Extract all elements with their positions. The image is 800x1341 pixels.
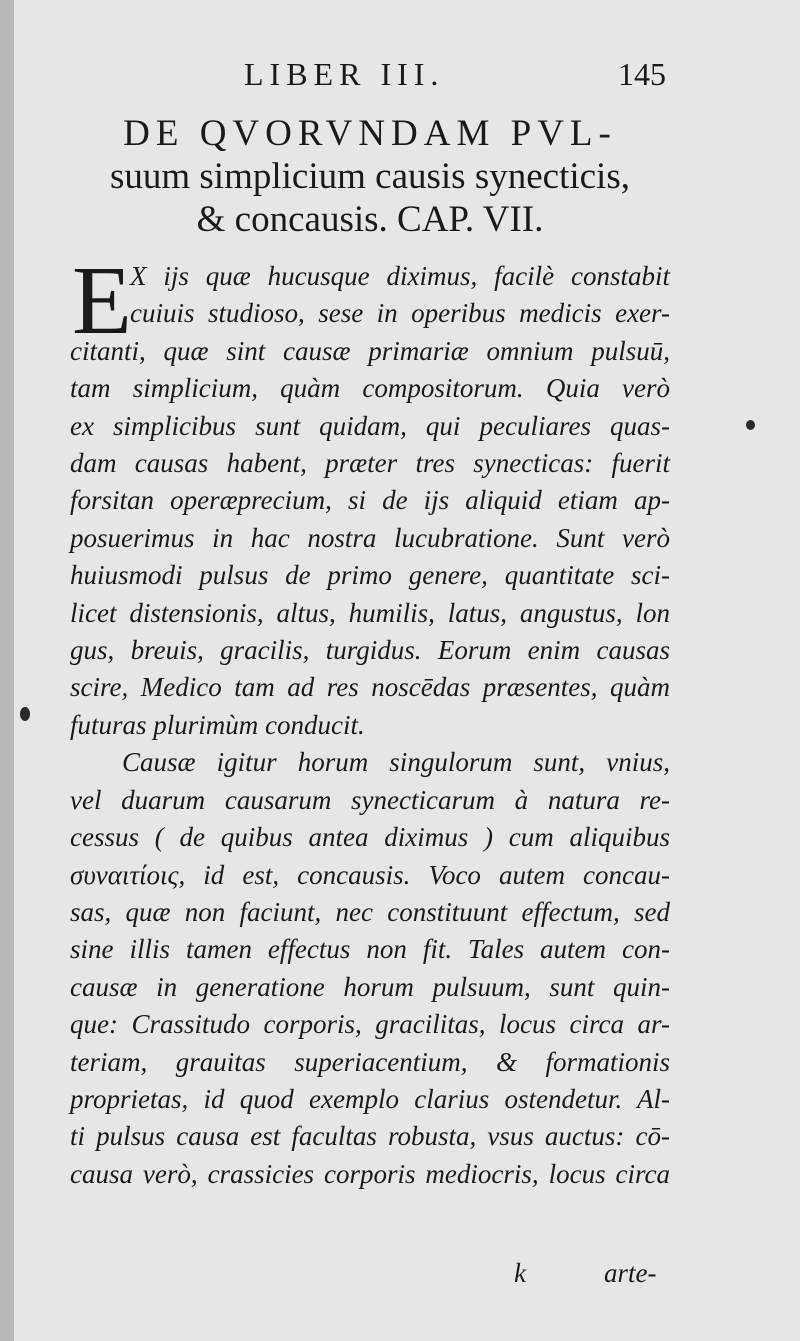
running-head bbox=[0, 56, 800, 96]
drop-cap-initial: E bbox=[72, 247, 132, 355]
text-line: cessus ( de quibus antea diximus ) cum aliquibus bbox=[70, 822, 670, 853]
text-line: συναιτίοις, id est, concausis. Voco autem concau- bbox=[70, 859, 670, 890]
chapter-heading-line-2: suum simplicium causis synecticis, bbox=[109, 156, 630, 197]
body-text bbox=[70, 258, 670, 1193]
text-line: gus, breuis, gracilis, turgidus. Eorum enim causas bbox=[70, 635, 670, 666]
ink-spot bbox=[746, 420, 755, 430]
text-line: tam simplicium, quàm compositorum. Quia verò bbox=[70, 373, 670, 404]
text-line: licet distensionis, altus, humilis, latus, angustus, lon bbox=[70, 597, 670, 628]
text-line: posuerimus in hac nostra lucubratione. Sunt verò bbox=[70, 522, 670, 553]
text-line: que: Crassitudo corporis, gracilitas, locus circa ar- bbox=[70, 1009, 670, 1040]
text-line: proprietas, id quod exemplo clarius ostendetur. Al- bbox=[70, 1083, 670, 1114]
signature-mark: k bbox=[514, 1258, 526, 1288]
text-line: causæ in generatione horum pulsuum, sunt quin- bbox=[70, 971, 670, 1002]
ink-spot bbox=[20, 707, 30, 721]
text-line: X ijs quæ hucusque diximus, facilè constabit bbox=[130, 261, 670, 291]
text-line: ex simplicibus sunt quidam, qui peculiares quas- bbox=[70, 410, 670, 441]
text-line: Causæ igitur horum singulorum sunt, vnius, bbox=[122, 747, 670, 778]
text-line: sas, quæ non faciunt, nec constituunt effectum, sed bbox=[70, 896, 670, 927]
text-line: ti pulsus causa est facultas robusta, vsus auctus: cō- bbox=[70, 1121, 670, 1152]
text-line: dam causas habent, præter tres synecticas: fuerit bbox=[70, 448, 670, 479]
text-line: huiusmodi pulsus de primo genere, quantitate sci- bbox=[70, 560, 670, 591]
chapter-heading-line-1: DE QVORVNDAM PVL- bbox=[123, 113, 617, 154]
text-line: futuras plurimùm conducit. bbox=[70, 709, 365, 740]
chapter-heading bbox=[60, 112, 680, 241]
text-line: sine illis tamen effectus non fit. Tales autem con- bbox=[70, 934, 670, 965]
text-line: forsitan operæprecium, si de ijs aliquid etiam ap- bbox=[70, 485, 670, 516]
catchword: arte- bbox=[604, 1258, 657, 1288]
text-line: cuiuis studioso, sese in operibus medicis exer- bbox=[130, 298, 670, 329]
text-line: causa verò, crassicies corporis mediocris, locus circa bbox=[70, 1158, 670, 1189]
page-number: 145 bbox=[618, 56, 666, 92]
text-line: scire, Medico tam ad res noscēdas præsentes, quàm bbox=[70, 672, 670, 703]
chapter-heading-line-3: & concausis. CAP. VII. bbox=[196, 199, 544, 240]
page-gutter-edge bbox=[0, 0, 14, 1341]
running-head-title: LIBER III. bbox=[244, 56, 445, 92]
text-line: teriam, grauitas superiacentium, & formationis bbox=[70, 1046, 670, 1077]
text-line: citanti, quæ sint causæ primariæ omnium pulsuū, bbox=[70, 335, 670, 366]
page-footer bbox=[0, 1258, 800, 1298]
text-line: vel duarum causarum synecticarum à natura re- bbox=[70, 784, 670, 815]
